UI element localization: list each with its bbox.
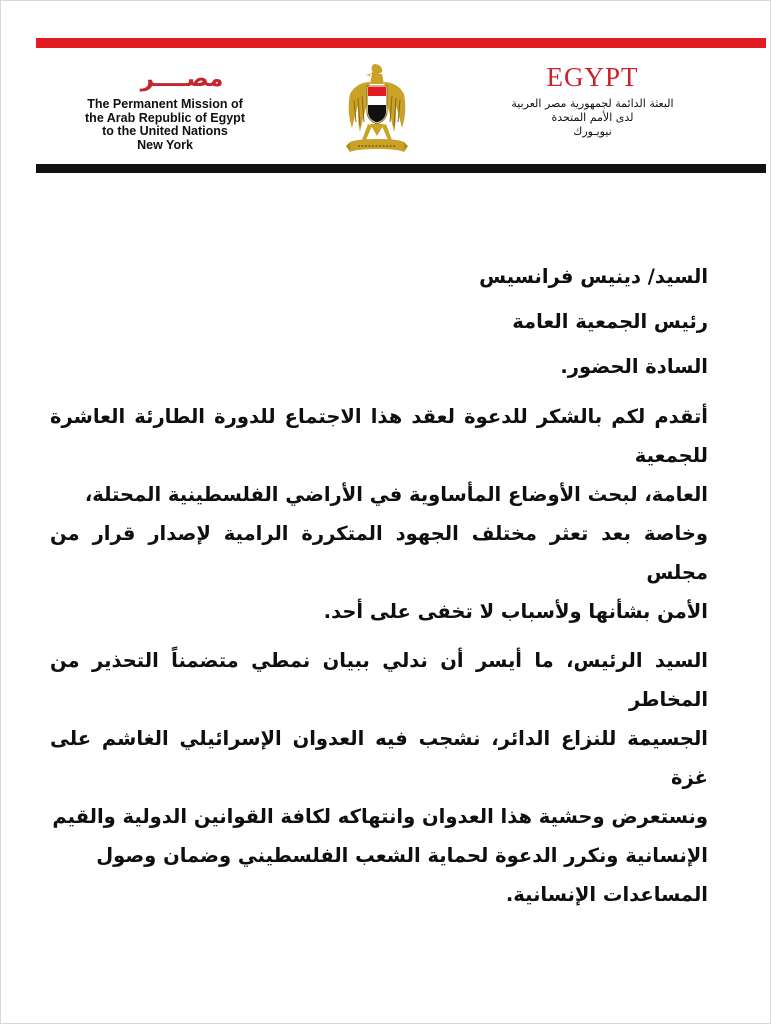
paragraph-line: أتقدم لكم بالشكر للدعوة لعقد هذا الاجتماع للدورة الطارئة العاشرة للجمعية	[50, 405, 708, 467]
mission-line: New York	[137, 137, 193, 152]
mission-line: to the United Nations	[102, 124, 228, 138]
egypt-english-wordmark: EGYPT	[546, 62, 639, 92]
mission-line: لدى الأمم المتحدة	[551, 111, 634, 124]
addressee-name: السيد/ دينيس فرانسيس	[479, 265, 708, 288]
mission-line: نيويـورك	[573, 125, 612, 138]
paragraph-line: الإنسانية ونكرر الدعوة لحماية الشعب الفلسطيني وضمان وصول	[96, 844, 708, 867]
paragraph-line: السيد الرئيس، ما أيسر أن ندلي ببيان نمطي متضمناً التحذير من المخاطر	[50, 649, 708, 711]
letterhead-right-block	[480, 62, 705, 139]
mission-line: The Permanent Mission of	[87, 97, 243, 111]
paragraph-line: الأمن بشأنها ولأسباب لا تخفى على أحد.	[323, 600, 708, 623]
letterhead-red-bar	[36, 38, 766, 48]
speech-body	[50, 262, 708, 914]
audience-greeting: السادة الحضور.	[560, 355, 708, 378]
mission-name-english	[70, 98, 260, 152]
letterhead-left-block	[70, 66, 260, 152]
paragraph-1	[50, 397, 708, 631]
paragraph-line: العامة، لبحث الأوضاع المأساوية في الأراضي الفلسطينية المحتلة،	[84, 483, 708, 506]
mission-name-arabic	[480, 97, 705, 139]
paragraph-line: المساعدات الإنسانية.	[505, 883, 708, 906]
eagle-of-saladin-emblem-icon	[344, 60, 410, 160]
addressee-title: رئيس الجمعية العامة	[512, 310, 708, 333]
paragraph-line: وخاصة بعد تعثر مختلف الجهود المتكررة الرامية لإصدار قرار من مجلس	[50, 522, 708, 584]
paragraph-line: الجسيمة للنزاع الدائر، نشجب فيه العدوان الإسرائيلي الغاشم على غزة	[50, 727, 708, 789]
arabic-egypt-wordmark: مصــــر	[140, 66, 224, 92]
mission-line: the Arab Republic of Egypt	[85, 110, 245, 125]
mission-line: البعثة الدائمة لجمهورية مصر العربية	[511, 97, 674, 110]
paragraph-2	[50, 641, 708, 914]
letterhead-black-bar	[36, 164, 766, 173]
paragraph-line: ونستعرض وحشية هذا العدوان وانتهاكه لكافة القوانين الدولية والقيم	[52, 805, 708, 828]
